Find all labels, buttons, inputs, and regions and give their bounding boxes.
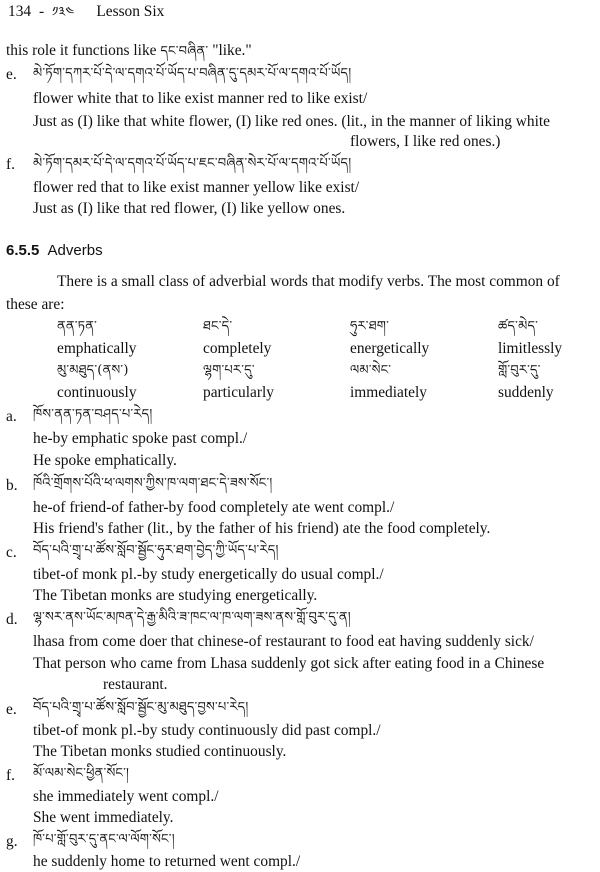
example-gloss: he-by emphatic spoke past compl./ [33,430,248,447]
page-dash: - [38,3,45,20]
tibetan-page-number: ༡༣༤ [51,5,75,20]
section-number: 6.5.5 [6,242,40,259]
adverb-tibetan: ཧུར་ཐག་ [350,319,390,334]
example-translation: The Tibetan monks studied continuously. [33,743,287,760]
example-tibetan: མོ་ལམ་སེང་ཕྱིན་སོང་། [33,766,130,781]
page-number: 134 [8,3,32,20]
example-translation: Just as (I) like that white flower, (I) like red ones. (lit., in the manner of liking white [33,113,550,130]
adverb-tibetan: ལམ་སེང་ [350,363,392,378]
page-header [8,2,164,22]
example-tibetan: བོད་པའི་གྲྭ་པ་ཚོས་སློབ་སྦྱོང་མུ་མཐུད་བྱས་པ་རེད། [33,700,249,715]
example-label: d. [6,611,18,628]
example-tibetan: ཁོའི་གྲོགས་པོའི་ཕ་ལགས་ཀྱིས་ཁ་ལག་ཐང་དེ་ཟས་སོང་། [33,476,273,491]
example-translation: She went immediately. [33,809,174,826]
adverb-english: energetically [350,340,430,357]
example-label: b. [6,477,18,494]
intro-text: this role it functions like [6,42,157,59]
example-label: g. [6,833,18,850]
adverb-tibetan: ཚད་མེད་ [498,319,539,334]
lesson-title: Lesson Six [96,3,165,20]
example-gloss: flower white that to like exist manner red to like exist/ [33,90,368,107]
section-title: Adverbs [47,242,103,259]
example-translation: His friend's father (lit., by the father of his friend) ate the food completely. [33,520,491,537]
adverb-english: emphatically [57,340,137,357]
example-gloss: flower red that to like exist manner yellow like exist/ [33,179,360,196]
example-label: e. [6,701,17,718]
example-tibetan: བོད་པའི་གྲྭ་པ་ཚོས་སློབ་སྦྱོང་ཧུར་ཐག་བྱེད་ཀྱི་ཡོད་པ་རེད། [33,543,279,558]
section-heading [6,241,103,260]
example-translation: Just as (I) like that red flower, (I) like yellow ones. [33,200,346,217]
example-gloss: tibet-of monk pl.-by study energetically do usual compl./ [33,566,384,583]
example-tibetan: མེ་ཏོག་དཀར་པོ་དེ་ལ་དགའ་པོ་ཡོད་པ་བཞིན་དུ་དམར་པོ་ལ་དགའ་པོ་ཡོད། [33,66,352,81]
example-tibetan: ཁོས་ནན་ཏན་བཤད་པ་རེད། [33,407,153,422]
example-gloss: he-of friend-of father-by food completely ate went compl./ [33,499,395,516]
adverb-english: limitlessly [498,340,563,357]
example-tibetan: མེ་ཏོག་དམར་པོ་དེ་ལ་དགའ་པོ་ཡོད་པ་ཇང་བཞིན་སེར་པོ་ལ་དགའ་པོ་ཡོད། [33,156,352,171]
example-translation: That person who came from Lhasa suddenly got sick after eating food in a Chinese [33,655,545,672]
example-translation-cont: flowers, I like red ones.) [350,133,501,150]
adverb-tibetan: གློ་བུར་དུ་ [498,363,541,378]
example-translation: He spoke emphatically. [33,452,177,469]
example-gloss: he suddenly home to returned went compl./ [33,853,301,870]
adverb-english: continuously [57,384,137,401]
adverb-english: particularly [203,384,274,401]
example-translation: The Tibetan monks are studying energetically. [33,587,318,604]
intro-tibetan: དང་བཞིན་ [160,44,209,59]
example-label: e. [6,66,17,83]
example-label: c. [6,544,17,561]
example-gloss: lhasa from come doer that chinese-of restaurant to food eat having suddenly sick/ [33,633,534,650]
adverb-tibetan: ལྷག་པར་དུ་ [203,363,255,378]
adverb-tibetan: ཐང་དེ་ [203,319,233,334]
example-label: f. [6,156,15,173]
intro-line [6,41,252,61]
example-gloss: she immediately went compl./ [33,788,219,805]
adverb-tibetan: ནན་ཏན་ [57,319,98,334]
intro-like: "like." [212,42,252,59]
adverb-english: completely [203,340,272,357]
example-label: a. [6,408,17,425]
paragraph-line: these are: [6,296,65,313]
paragraph-line: There is a small class of adverbial words that modify verbs. The most common of [57,273,560,290]
adverb-tibetan: མུ་མཐུད་(ནས་) [57,363,129,378]
adverb-english: immediately [350,384,427,401]
example-label: f. [6,767,15,784]
adverb-english: suddenly [498,384,554,401]
example-tibetan: ལྷ་སར་ནས་ཡོང་མཁན་དེ་རྒྱ་མིའི་ཟ་ཁང་ལ་ཁ་ལག་ཟས་ནས་གློ་བུར་དུ་ན། [33,610,351,625]
example-gloss: tibet-of monk pl.-by study continuously did past compl./ [33,722,381,739]
example-tibetan: ཁོ་པ་གློ་བུར་དུ་ནང་ལ་ལོག་སོང་། [33,832,175,847]
example-translation-cont: restaurant. [103,676,168,693]
